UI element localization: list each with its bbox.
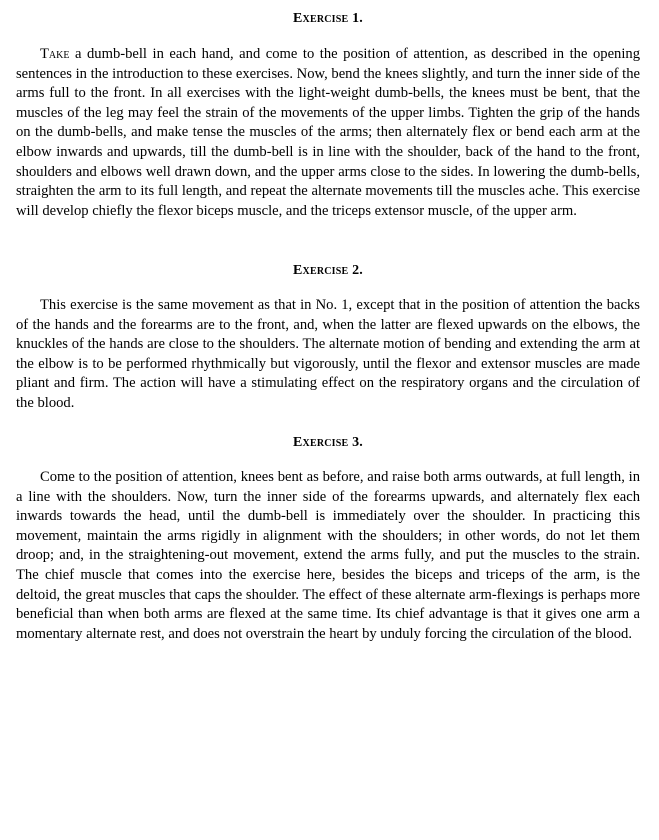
exercise-3-heading-text: Exercise 3.: [293, 435, 363, 450]
exercise-3-heading: [16, 434, 640, 452]
exercise-2-heading: [16, 262, 640, 280]
exercise-1-paragraph: [16, 45, 640, 221]
exercise-2-heading-text: Exercise 2.: [293, 263, 363, 278]
exercise-1-lead-word: Take: [40, 46, 70, 62]
exercise-2-paragraph: [16, 296, 640, 414]
exercise-3-paragraph: [16, 468, 640, 644]
exercise-1-body: a dumb-bell in each hand, and come to the position of attention, as described in the opening sentences in the introduction to these exercises. Now, bend the knees slightly, and turn the inner side of the arms full to the front. In all exercises with the light-weight dumb-bells, the knees must be bent, that the muscles of the leg may feel the strain of the movements of the upper limbs. Tighten the grip of the hands on the dumb-bells, and make tense the muscles of the arms; then alternately flex or bend each arm at the elbow inwards and upwards, till the dumb-bell is in line with the shoulder, back of the hand to the front, shoulders and elbows well drawn down, and the upper arms close to the sides. In lowering the dumb-bells, straighten the arm to its full length, and repeat the alternate movements till the muscles ache. This exercise will develop chiefly the flexor biceps muscle, and the triceps extensor muscle, of the upper arm.: [16, 46, 640, 219]
exercise-1-heading-text: Exercise 1.: [293, 11, 363, 26]
exercise-2-body: This exercise is the same movement as that in No. 1, except that in the position of attention the backs of the hands and the forearms are to the front, and, when the latter are flexed upwards on the elbows, the knuckles of the hands are close to the shoulders. The alternate motion of bending and extending the arm at the elbow is to be performed rhythmically but vigorously, until the flexor and extensor muscles are made pliant and firm. The action will have a stimulating effect on the respiratory organs and the circulation of the blood.: [16, 297, 640, 411]
exercise-3-body: Come to the position of attention, knees bent as before, and raise both arms outwards, at full length, in a line with the shoulders. Now, turn the inner side of the forearms upwards, and alternately flex each inwards towards the head, until the dumb-bell is immediately over the shoulder. In practicing this movement, maintain the arms rigidly in alignment with the shoulders; in other words, do not let them droop; and, in the straightening-out movement, extend the arms fully, and put the muscles to the strain. The chief muscle that comes into the exercise here, besides the biceps and triceps of the arm, is the deltoid, the great muscles that caps the shoulder. The effect of these alternate arm-flexings is perhaps more beneficial than when both arms are flexed at the same time. Its chief advantage is that it gives one arm a momentary alternate rest, and does not overstrain the heart by unduly forcing the circulation of the blood.: [16, 469, 640, 642]
exercise-1-heading: [16, 10, 640, 28]
